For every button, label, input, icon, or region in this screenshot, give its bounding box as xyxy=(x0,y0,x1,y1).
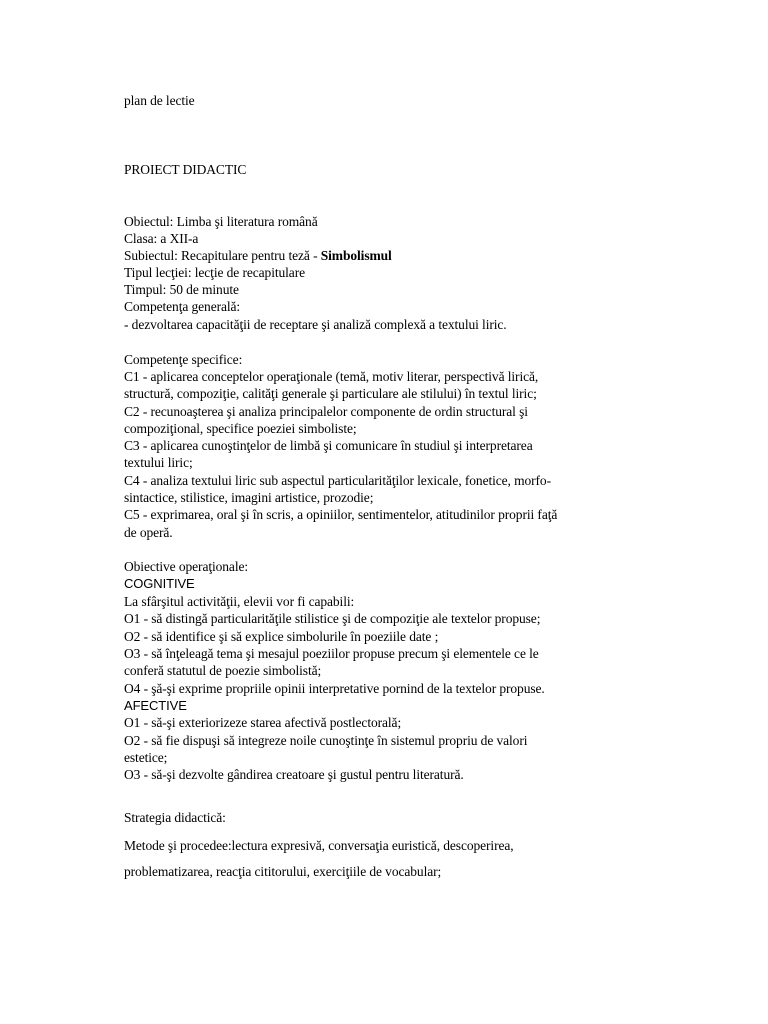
strategia-line: Metode şi procedee:lectura expresivă, conversaţia euristică, descoperirea, xyxy=(124,838,514,853)
obiective-intro: La sfârşitul activităţii, elevii vor fi capabili: xyxy=(124,594,355,609)
cognitive-line: O3 - să înţeleagă tema şi mesajul poeziilor propuse precum şi elementele ce le xyxy=(124,646,539,661)
info-subiectul: Subiectul: Recapitulare pentru teză - Simbolismul xyxy=(124,248,392,263)
competente-line: compoziţional, specifice poeziei simboliste; xyxy=(124,421,357,436)
doc-header: plan de lectie xyxy=(124,93,195,108)
afective-line: O2 - să fie dispuşi să integreze noile cunoştinţe în sistemul propriu de valori xyxy=(124,733,528,748)
afective-label: AFECTIVE xyxy=(124,698,187,713)
afective-line: estetice; xyxy=(124,750,168,765)
competente-line: C2 - recunoaşterea şi analiza principalelor componente de ordin structural şi xyxy=(124,404,528,419)
competente-line: textului liric; xyxy=(124,455,193,470)
info-tipul: Tipul lecţiei: lecţie de recapitulare xyxy=(124,265,305,280)
strategia-heading: Strategia didactică: xyxy=(124,810,226,825)
competente-line: sintactice, stilistice, imagini artistice, prozodie; xyxy=(124,490,374,505)
competente-line: de operă. xyxy=(124,525,173,540)
competente-line: C1 - aplicarea conceptelor operaţionale (temă, motiv literar, perspectivă lirică, xyxy=(124,369,539,384)
cognitive-line: conferă statutul de poezie simbolistă; xyxy=(124,663,322,678)
info-competenta-text: - dezvoltarea capacităţii de receptare şi analiză complexă a textului liric. xyxy=(124,317,507,332)
subiectul-bold: Simbolismul xyxy=(320,248,392,263)
info-obiectul: Obiectul: Limba şi literatura română xyxy=(124,214,318,229)
cognitive-line: O4 - şă-şi exprime propriile opinii interpretative pornind de la textelor propuse. xyxy=(124,681,545,696)
doc-title: PROIECT DIDACTIC xyxy=(124,162,247,177)
afective-line: O1 - să-şi exteriorizeze starea afectivă postlectorală; xyxy=(124,715,402,730)
afective-line: O3 - să-şi dezvolte gândirea creatoare şi gustul pentru literatură. xyxy=(124,767,464,782)
competente-line: C3 - aplicarea cunoştinţelor de limbă şi comunicare în studiul şi interpretarea xyxy=(124,438,533,453)
competente-line: C5 - exprimarea, oral şi în scris, a opiniilor, sentimentelor, atitudinilor proprii faţă xyxy=(124,507,558,522)
competente-line: C4 - analiza textului liric sub aspectul particularităţilor lexicale, fonetice, morfo- xyxy=(124,473,551,488)
cognitive-line: O2 - să identifice şi să explice simbolurile în poeziile date ; xyxy=(124,629,439,644)
competente-heading: Competenţe specifice: xyxy=(124,352,243,367)
info-timpul: Timpul: 50 de minute xyxy=(124,282,239,297)
info-clasa: Clasa: a XII-a xyxy=(124,231,199,246)
strategia-line: problematizarea, reacţia cititorului, exerciţiile de vocabular; xyxy=(124,864,442,879)
cognitive-line: O1 - să distingă particularităţile stilistice şi de compoziţie ale textelor propuse; xyxy=(124,611,541,626)
cognitive-label: COGNITIVE xyxy=(124,576,195,591)
competente-line: structură, compoziţie, calităţi generale şi particulare ale stilului) în textul liric; xyxy=(124,386,537,401)
info-competenta-generala: Competenţa generală: xyxy=(124,299,241,314)
obiective-heading: Obiective operaţionale: xyxy=(124,559,249,574)
